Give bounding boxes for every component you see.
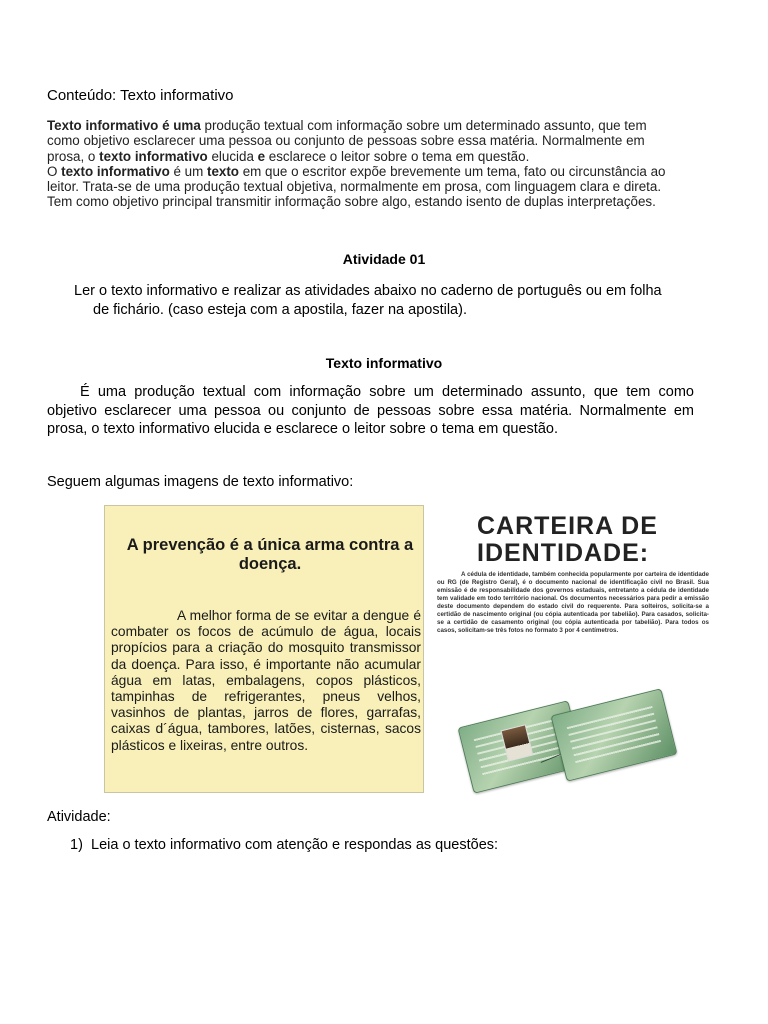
definition-text: produção textual com informação sobre um determinado assunto, que tem [200, 118, 647, 133]
definition-line: como objetivo esclarecer uma pessoa ou conjunto de pessoas sobre essa matéria. Normalmente em [47, 133, 645, 149]
id-card-back-illustration [550, 688, 677, 782]
definition-line [47, 149, 717, 164]
instruction-line-1: Ler o texto informativo e realizar as atividades abaixo no caderno de português ou em folha [74, 283, 662, 299]
definition-text: é um [169, 163, 207, 179]
id-card-text [437, 571, 709, 635]
dengue-card-body-text: A melhor forma de se evitar a dengue é combater os focos de acúmulo de água, locais propícios para a criação do mosquito transmissor da doença. Para isso, é importante não acumular água em latas, embalagens, copos plásticos, tampinhas de refrigerantes, pneus velhos, vasinhos de plantas, jarros de flores, garrafas, caixas d´água, tambores, latões, cisternas, sacos plásticos e lixeiras, entre outros. [111, 608, 421, 753]
id-card-text-body: A cédula de identidade, também conhecida popularmente por carteira de identidade ou RG (de Registro Geral), é o documento nacional de identificação civil no Brasil. Sua emissão é de responsabilidade dos governos estaduais, entretanto a cédula de identidade tem validade em todo território nacional. Os documentos necessários para pedir a emissão deste documento dependem do estado civil do requerente. Para solteiros, solicita-se a certidão de nascimento original (ou cópia autenticada por tabelião). Para casados, solicita-se a certidão de casamento original (ou cópia autenticada por tabelião). Para todos os casos, solicitam-se três fotos no formato 3 por 4 centímetros. [437, 571, 709, 634]
question-item [70, 837, 498, 853]
definition-line: leitor. Trata-se de uma produção textual objetiva, normalmente em prosa, com linguagem clara e direta. [47, 179, 662, 195]
instruction-paragraph [74, 282, 714, 320]
images-intro: Seguem algumas imagens de texto informativo: [47, 474, 354, 490]
dengue-info-image [104, 505, 424, 793]
id-card-lines [567, 706, 662, 766]
definition-line [47, 164, 717, 179]
id-card-title-line-2: IDENTIDADE: [477, 539, 650, 567]
definition-text: O [47, 163, 62, 179]
instruction-line-2: de fichário. (caso esteja com a apostila, fazer na apostila). [93, 302, 467, 318]
id-card-info-image [437, 505, 717, 800]
question-text: Leia o texto informativo com atenção e respondas as questões: [91, 837, 499, 853]
dengue-card-title: A prevenção é a única arma contra a doença. [126, 536, 414, 573]
bold-term: texto informativo [99, 148, 208, 164]
bold-term: texto informativo [61, 163, 170, 179]
content-title: Conteúdo: Texto informativo [47, 87, 234, 104]
definition-text: esclarece o leitor sobre o tema em questão. [265, 148, 530, 164]
id-card-title-line-1: CARTEIRA DE [477, 512, 658, 540]
bold-term: e [257, 148, 266, 164]
section-heading: Texto informativo [325, 355, 443, 371]
bold-term: texto [206, 163, 239, 179]
body-paragraph-text: É uma produção textual com informação sobre um determinado assunto, que tem como objetivo esclarecer uma pessoa ou conjunto de pessoas sobre essa matéria. Normalmente em prosa, o texto informativo elucida e esclarece o leitor sobre o tema em questão. [47, 384, 694, 437]
activity-label: Atividade: [47, 809, 111, 825]
bold-term: Texto informativo é uma [47, 118, 201, 133]
id-card-title [477, 513, 717, 567]
definition-line: Tem como objetivo principal transmitir informação sobre algo, estando isento de duplas interpretações. [47, 194, 656, 210]
activity-heading: Atividade 01 [342, 251, 426, 267]
dengue-card-body [111, 608, 421, 754]
definition-text: em que o escritor expõe brevemente um tema, fato ou circunstância ao [238, 163, 666, 179]
body-paragraph [47, 383, 694, 439]
definition-line [47, 118, 717, 133]
question-number: 1) [70, 837, 83, 853]
definition-text: prosa, o [47, 148, 100, 164]
definition-block [47, 118, 717, 210]
definition-text: elucida [207, 148, 258, 164]
